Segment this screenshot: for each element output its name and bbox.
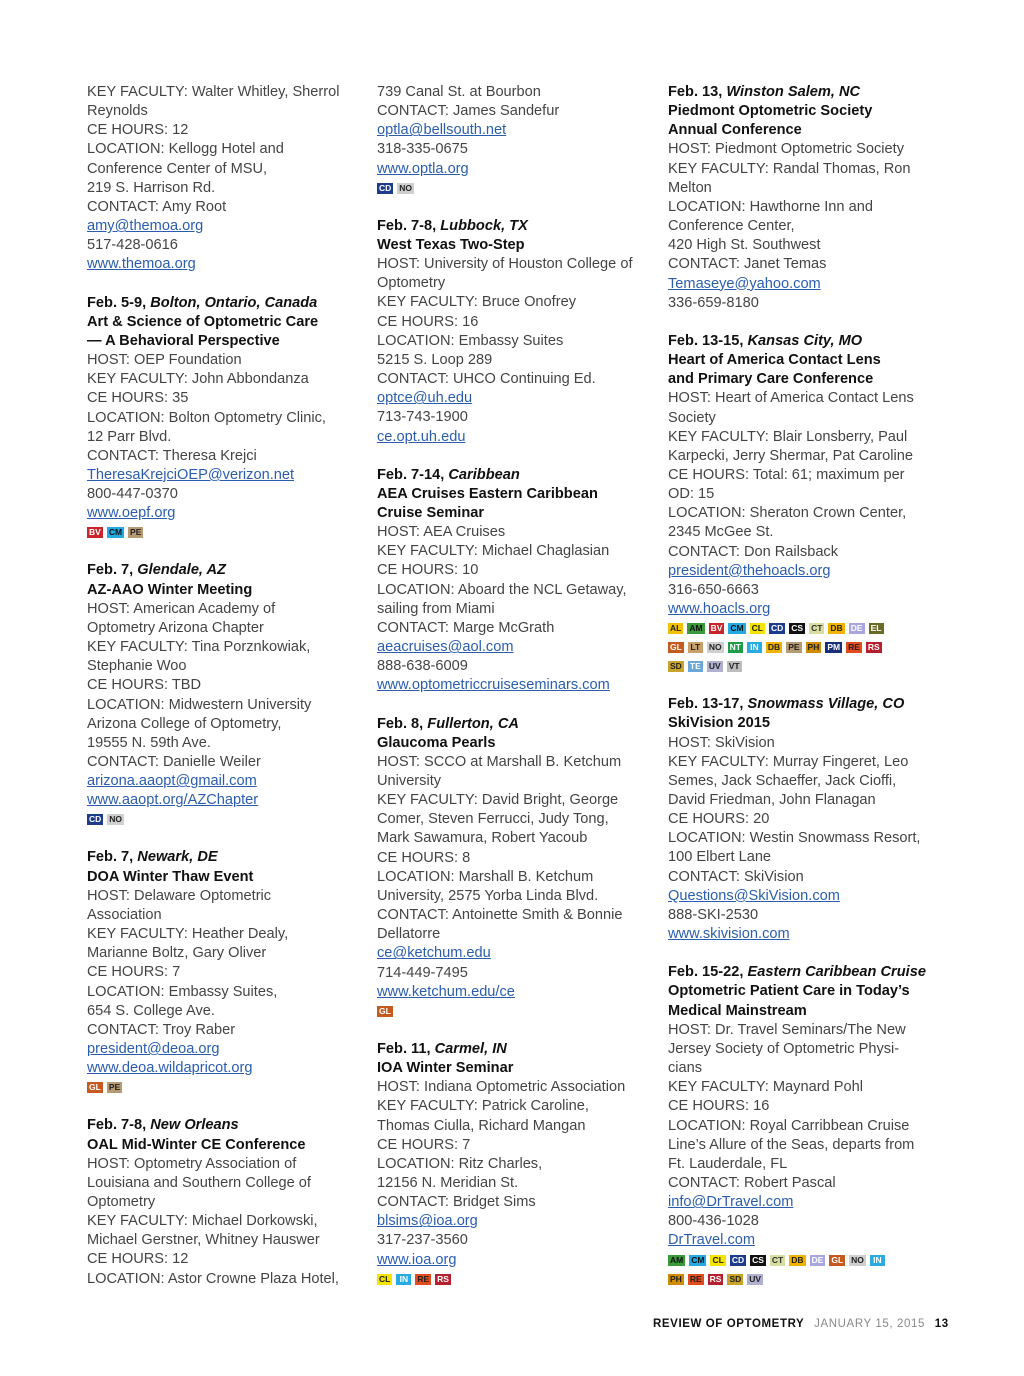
event-detail-line: Marianne Boltz, Gary Oliver bbox=[87, 945, 267, 962]
specialty-tag: CD bbox=[770, 623, 784, 634]
event-date: Feb. 7, bbox=[87, 849, 134, 866]
event-detail-line: Reynolds bbox=[87, 103, 148, 120]
specialty-tag: CM bbox=[108, 527, 123, 538]
event-detail-line: CE HOURS: 16 bbox=[668, 1098, 770, 1115]
event-detail-line: OD: 15 bbox=[668, 486, 715, 503]
specialty-tag: SD bbox=[729, 1273, 742, 1284]
specialty-tag: CD bbox=[731, 1254, 745, 1265]
event-link[interactable]: info@DrTravel.com bbox=[668, 1194, 794, 1211]
event-detail-line: LOCATION: Royal Carribbean Cruise bbox=[668, 1117, 910, 1134]
event-detail-line: HOST: Dr. Travel Seminars/The New bbox=[668, 1021, 906, 1038]
event-detail-line: Line’s Allure of the Seas, departs from bbox=[668, 1136, 915, 1153]
event-title: AEA Cruises Eastern Caribbean bbox=[377, 485, 598, 502]
event-detail-line: 5215 S. Loop 289 bbox=[377, 351, 493, 368]
event-detail-line: HOST: Optometry Association of bbox=[87, 1155, 297, 1172]
event-detail-line: Arizona College of Optometry, bbox=[87, 715, 282, 732]
event-detail-line: CONTACT: Marge McGrath bbox=[377, 619, 555, 636]
event-detail-line: HOST: Heart of America Contact Lens bbox=[668, 390, 914, 407]
event-detail-line: KEY FACULTY: Walter Whitley, Sherrol bbox=[87, 84, 340, 100]
event-detail-line: 420 High St. Southwest bbox=[668, 237, 821, 254]
specialty-tag: GL bbox=[670, 642, 682, 653]
event-listing bbox=[377, 217, 652, 447]
event-detail-line: CONTACT: Bridget Sims bbox=[377, 1194, 536, 1211]
specialty-tag: CT bbox=[771, 1254, 784, 1265]
specialty-tag: IN bbox=[870, 1255, 885, 1266]
event-detail-line: LOCATION: Aboard the NCL Getaway, bbox=[377, 581, 627, 598]
event-detail-line: CONTACT: Janet Temas bbox=[668, 256, 827, 273]
event-title: DOA Winter Thaw Event bbox=[87, 868, 254, 885]
event-detail-line: David Friedman, John Flanagan bbox=[668, 792, 876, 808]
event-title: Art & Science of Optometric Care bbox=[87, 313, 319, 330]
specialty-tag: NO bbox=[109, 814, 123, 825]
specialty-tag: SD bbox=[670, 661, 682, 672]
event-detail-line: 713-743-1900 bbox=[377, 409, 468, 426]
event-detail-line: 316-650-6663 bbox=[668, 581, 759, 598]
event-date: Feb. 13-17, bbox=[668, 696, 744, 713]
event-detail-line: CE HOURS: 7 bbox=[377, 1136, 471, 1153]
event-detail-line: CONTACT: Robert Pascal bbox=[668, 1174, 836, 1191]
column-2 bbox=[377, 83, 652, 1308]
specialty-tag: CL bbox=[751, 623, 763, 634]
event-detail-line: 2345 McGee St. bbox=[668, 524, 774, 541]
specialty-tag-row bbox=[668, 638, 940, 657]
column-1 bbox=[87, 83, 357, 1308]
event-link[interactable]: Questions@SkiVision.com bbox=[668, 887, 840, 904]
event-detail-line: KEY FACULTY: Heather Dealy, bbox=[87, 926, 289, 943]
event-detail-line: KEY FACULTY: Patrick Caroline, bbox=[377, 1098, 589, 1115]
event-listing bbox=[87, 83, 357, 275]
event-detail-line: Louisiana and Southern College of bbox=[87, 1174, 311, 1191]
specialty-tag-row bbox=[377, 1002, 652, 1021]
specialty-tag: PE bbox=[788, 642, 800, 653]
event-detail-line: University, 2575 Yorba Linda Blvd. bbox=[377, 887, 599, 904]
specialty-tag: GL bbox=[831, 1254, 844, 1265]
event-detail-line: 888-638-6009 bbox=[377, 658, 468, 675]
event-detail-line: Stephanie Woo bbox=[87, 658, 187, 675]
event-detail-line: HOST: University of Houston College of bbox=[377, 256, 633, 273]
event-detail-line: CE HOURS: 10 bbox=[377, 562, 479, 579]
event-place: Carmel, IN bbox=[434, 1040, 507, 1057]
event-date-heading bbox=[377, 715, 652, 734]
specialty-tag-row bbox=[668, 1251, 940, 1270]
event-place: New Orleans bbox=[150, 1117, 239, 1134]
event-detail-line: LOCATION: Marshall B. Ketchum bbox=[377, 868, 594, 885]
event-title: Optometric Patient Care in Today’s bbox=[668, 983, 910, 1000]
event-detail-line: LOCATION: Kellogg Hotel and bbox=[87, 141, 284, 158]
specialty-tag: CL bbox=[379, 1273, 391, 1284]
event-place: Kansas City, MO bbox=[747, 332, 863, 349]
event-detail-line: Melton bbox=[668, 179, 712, 196]
specialty-tag: VT bbox=[727, 661, 742, 672]
event-detail-line: KEY FACULTY: Bruce Onofrey bbox=[377, 294, 576, 311]
specialty-tag: UV bbox=[708, 661, 721, 672]
event-link[interactable]: www.ketchum.edu/ce bbox=[377, 983, 515, 1000]
event-link[interactable]: www.skivision.com bbox=[668, 926, 790, 943]
event-detail-line: CONTACT: Don Railsback bbox=[668, 543, 839, 560]
page-number: 13 bbox=[934, 1318, 949, 1330]
event-detail-line: LOCATION: Embassy Suites bbox=[377, 332, 564, 349]
event-link[interactable]: www.deoa.wildapricot.org bbox=[87, 1060, 253, 1077]
event-link[interactable]: www.ioa.org bbox=[377, 1251, 457, 1268]
event-detail-line: Association bbox=[87, 906, 162, 923]
event-listing bbox=[377, 466, 652, 696]
event-link[interactable]: DrTravel.com bbox=[668, 1232, 756, 1249]
specialty-tag: GL bbox=[89, 1082, 101, 1093]
event-link[interactable]: president@deoa.org bbox=[87, 1041, 220, 1058]
event-link[interactable]: TheresaKrejciOEP@verizon.net bbox=[87, 466, 295, 483]
publication-name: REVIEW OF OPTOMETRY bbox=[653, 1318, 805, 1330]
specialty-tag: PE bbox=[130, 527, 142, 538]
event-date: Feb. 7, bbox=[87, 562, 134, 579]
event-link[interactable]: Temaseye@yahoo.com bbox=[668, 275, 821, 292]
specialty-tag: PH bbox=[807, 642, 820, 653]
event-detail-line: 714-449-7495 bbox=[377, 964, 468, 981]
event-detail-line: 336-659-8180 bbox=[668, 294, 759, 311]
event-date: Feb. 5-9, bbox=[87, 294, 147, 311]
specialty-tag: NT bbox=[729, 642, 741, 653]
event-detail-line: CONTACT: Antoinette Smith & Bonnie bbox=[377, 907, 623, 924]
event-detail-line: KEY FACULTY: Michael Dorkowski, bbox=[87, 1213, 318, 1230]
issue-date: JANUARY 15, 2015 bbox=[814, 1318, 925, 1330]
event-detail-line: HOST: Indiana Optometric Association bbox=[377, 1079, 626, 1096]
event-title: Heart of America Contact Lens bbox=[668, 352, 881, 369]
event-detail-line: LOCATION: Embassy Suites, bbox=[87, 983, 278, 1000]
event-title: AZ-AAO Winter Meeting bbox=[87, 581, 253, 598]
event-title: Piedmont Optometric Society bbox=[668, 103, 873, 120]
event-title: SkiVision 2015 bbox=[668, 715, 770, 732]
event-listing bbox=[87, 294, 357, 543]
specialty-tag: DB bbox=[767, 642, 781, 653]
event-detail-line: CONTACT: Theresa Krejci bbox=[87, 447, 257, 464]
specialty-tag: AL bbox=[670, 623, 682, 634]
event-title: Annual Conference bbox=[668, 122, 802, 139]
specialty-tag: AM bbox=[670, 1254, 684, 1265]
event-detail-line: Jersey Society of Optometric Physi- bbox=[668, 1040, 900, 1057]
event-detail-line: Conference Center of MSU, bbox=[87, 160, 268, 177]
event-detail-line: CE HOURS: 35 bbox=[87, 390, 189, 407]
specialty-tag: NO bbox=[851, 1254, 864, 1265]
specialty-tag-row bbox=[377, 1270, 652, 1289]
event-listing bbox=[377, 1040, 652, 1289]
specialty-tag: RE bbox=[689, 1273, 702, 1284]
event-date-heading bbox=[87, 1116, 357, 1135]
specialty-tag: PH bbox=[670, 1273, 682, 1284]
event-link[interactable]: www.hoacls.org bbox=[668, 601, 771, 618]
event-detail-line: 517-428-0616 bbox=[87, 237, 178, 254]
specialty-tag: CD bbox=[89, 814, 102, 825]
event-detail-line: HOST: Delaware Optometric bbox=[87, 887, 272, 904]
event-detail-line: CE HOURS: Total: 61; maximum per bbox=[668, 466, 905, 483]
event-detail-line: 219 S. Harrison Rd. bbox=[87, 179, 216, 196]
specialty-tag: IN bbox=[396, 1274, 411, 1285]
specialty-tag: UV bbox=[749, 1273, 762, 1284]
event-link[interactable]: ce@ketchum.edu bbox=[377, 945, 491, 962]
event-detail-line: CE HOURS: 20 bbox=[668, 811, 770, 828]
specialty-tag: DB bbox=[791, 1254, 804, 1265]
event-link[interactable]: www.themoa.org bbox=[87, 256, 196, 273]
specialty-tag: RS bbox=[867, 642, 880, 653]
event-detail-line: KEY FACULTY: Murray Fingeret, Leo bbox=[668, 753, 909, 770]
event-detail-line: HOST: AEA Cruises bbox=[377, 524, 506, 541]
event-place: Caribbean bbox=[448, 466, 520, 483]
event-detail-line: Michael Gerstner, Whitney Hauswer bbox=[87, 1232, 320, 1249]
column-3 bbox=[668, 83, 940, 1308]
event-listing bbox=[377, 715, 652, 1021]
event-place: Newark, DE bbox=[137, 849, 218, 866]
event-detail-line: Society bbox=[668, 409, 716, 426]
specialty-tag: CM bbox=[730, 623, 744, 634]
specialty-tag: CM bbox=[691, 1254, 705, 1265]
event-detail-line: 317-237-3560 bbox=[377, 1232, 468, 1249]
event-date: Feb. 7-8, bbox=[377, 217, 437, 234]
specialty-tag-row bbox=[87, 810, 357, 829]
specialty-tag-row bbox=[668, 1270, 940, 1289]
specialty-tag: PM bbox=[827, 642, 841, 653]
specialty-tag: LT bbox=[688, 642, 703, 653]
specialty-tag: DE bbox=[850, 623, 863, 634]
event-place: Bolton, Ontario, Canada bbox=[150, 294, 318, 311]
specialty-tag: AM bbox=[689, 623, 703, 634]
specialty-tag: IN bbox=[747, 642, 762, 653]
event-link[interactable]: www.optometriccruiseseminars.com bbox=[377, 677, 610, 694]
event-detail-line: CONTACT: SkiVision bbox=[668, 868, 804, 885]
event-detail-line: CE HOURS: 7 bbox=[87, 964, 181, 981]
event-detail-line: LOCATION: Hawthorne Inn and bbox=[668, 198, 873, 215]
specialty-tag-row bbox=[87, 523, 357, 542]
page-footer bbox=[653, 1318, 949, 1330]
event-link[interactable]: www.optla.org bbox=[377, 160, 469, 177]
event-listing bbox=[668, 83, 940, 313]
event-date: Feb. 13, bbox=[668, 84, 723, 100]
specialty-tag: DE bbox=[811, 1254, 824, 1265]
event-link[interactable]: www.oepf.org bbox=[87, 505, 176, 522]
event-detail-line: CONTACT: UHCO Continuing Ed. bbox=[377, 371, 596, 388]
event-detail-line: Thomas Ciulla, Richard Mangan bbox=[377, 1117, 586, 1134]
event-link[interactable]: www.aaopt.org/AZChapter bbox=[87, 792, 259, 809]
specialty-tag-row bbox=[87, 1078, 357, 1097]
event-date-heading bbox=[377, 466, 652, 485]
specialty-tag: TE bbox=[688, 661, 703, 672]
event-detail-line: CONTACT: James Sandefur bbox=[377, 103, 560, 120]
event-detail-line: LOCATION: Sheraton Crown Center, bbox=[668, 505, 907, 522]
specialty-tag: CT bbox=[811, 623, 823, 634]
event-listing bbox=[668, 963, 940, 1288]
event-detail-line: CONTACT: Danielle Weiler bbox=[87, 754, 261, 770]
event-detail-line: HOST: Piedmont Optometric Society bbox=[668, 141, 905, 158]
event-listing bbox=[668, 332, 940, 676]
event-detail-line: 888-SKI-2530 bbox=[668, 906, 759, 923]
event-detail-line: CE HOURS: 12 bbox=[87, 1251, 189, 1268]
specialty-tag: CS bbox=[791, 623, 804, 634]
event-place: Eastern Caribbean Cruise bbox=[747, 964, 926, 981]
event-detail-line: LOCATION: Midwestern University bbox=[87, 696, 312, 713]
event-detail-line: Optometry bbox=[87, 1193, 156, 1210]
event-detail-line: Karpecki, Jerry Shermar, Pat Caroline bbox=[668, 447, 913, 464]
specialty-tag: CL bbox=[712, 1254, 724, 1265]
event-title: IOA Winter Seminar bbox=[377, 1060, 514, 1077]
specialty-tag: RS bbox=[709, 1273, 722, 1284]
event-date-heading bbox=[87, 848, 357, 867]
event-title: West Texas Two-Step bbox=[377, 236, 525, 253]
event-date-heading bbox=[668, 83, 940, 102]
event-detail-line: 800-447-0370 bbox=[87, 486, 178, 503]
event-date-heading bbox=[87, 561, 357, 580]
event-date-heading bbox=[377, 217, 652, 236]
event-detail-line: KEY FACULTY: Michael Chaglasian bbox=[377, 543, 610, 560]
specialty-tag: CD bbox=[379, 182, 392, 193]
event-detail-line: CE HOURS: 16 bbox=[377, 313, 479, 330]
event-detail-line: Comer, Steven Ferrucci, Judy Tong, bbox=[377, 811, 609, 828]
event-detail-line: KEY FACULTY: Tina Porznkowiak, bbox=[87, 639, 311, 656]
event-date-heading bbox=[668, 332, 940, 351]
event-title: Glaucoma Pearls bbox=[377, 734, 496, 751]
event-place: Snowmass Village, CO bbox=[747, 696, 905, 713]
specialty-tag: NO bbox=[399, 182, 413, 193]
event-date: Feb. 15-22, bbox=[668, 964, 744, 981]
event-detail-line: CONTACT: Troy Raber bbox=[87, 1021, 236, 1038]
specialty-tag: RE bbox=[848, 642, 860, 653]
event-date-heading bbox=[668, 963, 940, 982]
specialty-tag: RS bbox=[437, 1273, 449, 1284]
event-link[interactable]: amy@themoa.org bbox=[87, 218, 204, 235]
event-detail-line: CE HOURS: 8 bbox=[377, 849, 471, 866]
event-date: Feb. 7-8, bbox=[87, 1117, 147, 1134]
event-place: Fullerton, CA bbox=[427, 715, 519, 732]
specialty-tag: GL bbox=[379, 1005, 391, 1016]
event-detail-line: KEY FACULTY: Maynard Pohl bbox=[668, 1079, 863, 1096]
event-detail-line: CE HOURS: TBD bbox=[87, 677, 202, 694]
event-detail-line: LOCATION: Westin Snowmass Resort, bbox=[668, 830, 921, 847]
event-detail-line: KEY FACULTY: Blair Lonsberry, Paul bbox=[668, 428, 908, 445]
event-detail-line: 654 S. College Ave. bbox=[87, 1002, 215, 1019]
event-listing bbox=[668, 695, 940, 944]
specialty-tag: RE bbox=[417, 1273, 430, 1284]
event-date-heading bbox=[87, 294, 357, 313]
event-link[interactable]: optla@bellsouth.net bbox=[377, 122, 507, 139]
event-detail-line: 19555 N. 59th Ave. bbox=[87, 734, 211, 751]
event-link[interactable]: blsims@ioa.org bbox=[377, 1213, 478, 1230]
event-detail-line: HOST: American Academy of bbox=[87, 600, 276, 617]
event-link[interactable]: ce.opt.uh.edu bbox=[377, 428, 466, 445]
specialty-tag-row bbox=[668, 619, 940, 638]
event-detail-line: Optometry Arizona Chapter bbox=[87, 619, 264, 636]
event-date: Feb. 8, bbox=[377, 715, 424, 732]
event-detail-line: Semes, Jack Schaeffer, Jack Cioffi, bbox=[668, 772, 897, 789]
event-link[interactable]: arizona.aaopt@gmail.com bbox=[87, 773, 257, 790]
event-listing bbox=[377, 83, 652, 198]
event-detail-line: 318-335-0675 bbox=[377, 141, 468, 158]
event-title: OAL Mid-Winter CE Conference bbox=[87, 1136, 306, 1153]
specialty-tag: NO bbox=[708, 642, 722, 653]
specialty-tag-row bbox=[377, 179, 652, 198]
event-detail-line: HOST: OEP Foundation bbox=[87, 352, 242, 369]
event-title: and Primary Care Conference bbox=[668, 371, 874, 388]
event-detail-line: LOCATION: Astor Crowne Plaza Hotel, bbox=[87, 1270, 339, 1287]
specialty-tag: CS bbox=[752, 1254, 764, 1265]
event-detail-line: 12156 N. Meridian St. bbox=[377, 1174, 519, 1191]
event-date-heading bbox=[377, 1040, 652, 1059]
event-title: Cruise Seminar bbox=[377, 504, 485, 521]
event-detail-line: Ft. Lauderdale, FL bbox=[668, 1155, 788, 1172]
event-title: — A Behavioral Perspective bbox=[87, 332, 280, 349]
event-detail-line: 800-436-1028 bbox=[668, 1213, 759, 1230]
event-listing bbox=[87, 561, 357, 829]
event-detail-line: 100 Elbert Lane bbox=[668, 849, 772, 866]
specialty-tag-row bbox=[668, 657, 940, 676]
event-link[interactable]: aeacruises@aol.com bbox=[377, 639, 514, 656]
event-detail-line: sailing from Miami bbox=[377, 600, 495, 617]
event-listing bbox=[87, 1116, 357, 1288]
event-detail-line: Conference Center, bbox=[668, 218, 795, 235]
event-place: Winston Salem, NC bbox=[726, 84, 861, 100]
event-place: Lubbock, TX bbox=[440, 217, 528, 234]
event-detail-line: Dellatorre bbox=[377, 926, 441, 943]
event-detail-line: HOST: SCCO at Marshall B. Ketchum bbox=[377, 753, 622, 770]
event-date: Feb. 7-14, bbox=[377, 466, 445, 483]
event-link[interactable]: optce@uh.edu bbox=[377, 390, 473, 407]
specialty-tag: EL bbox=[869, 623, 884, 634]
event-detail-line: LOCATION: Ritz Charles, bbox=[377, 1155, 543, 1172]
event-detail-line: CONTACT: Amy Root bbox=[87, 198, 227, 215]
event-link[interactable]: president@thehoacls.org bbox=[668, 562, 831, 579]
event-detail-line: cians bbox=[668, 1060, 703, 1077]
event-detail-line: KEY FACULTY: John Abbondanza bbox=[87, 371, 309, 388]
event-listing bbox=[87, 848, 357, 1097]
specialty-tag: BV bbox=[89, 527, 101, 538]
event-detail-line: 739 Canal St. at Bourbon bbox=[377, 84, 541, 100]
event-detail-line: LOCATION: Bolton Optometry Clinic, bbox=[87, 409, 326, 426]
event-detail-line: 12 Parr Blvd. bbox=[87, 428, 172, 445]
specialty-tag: DB bbox=[830, 623, 843, 634]
event-detail-line: University bbox=[377, 773, 442, 789]
event-detail-line: HOST: SkiVision bbox=[668, 734, 775, 751]
event-title: Medical Mainstream bbox=[668, 1002, 807, 1019]
event-detail-line: KEY FACULTY: Randal Thomas, Ron bbox=[668, 160, 911, 177]
event-detail-line: Mark Sawamura, Robert Yacoub bbox=[377, 830, 588, 847]
event-date: Feb. 11, bbox=[377, 1040, 431, 1057]
event-date: Feb. 13-15, bbox=[668, 332, 744, 349]
specialty-tag: BV bbox=[710, 623, 723, 634]
event-detail-line: KEY FACULTY: David Bright, George bbox=[377, 792, 619, 809]
event-detail-line: CE HOURS: 12 bbox=[87, 122, 189, 139]
specialty-tag: PE bbox=[108, 1082, 121, 1093]
event-detail-line: Optometry bbox=[377, 275, 446, 292]
event-date-heading bbox=[668, 695, 940, 714]
event-place: Glendale, AZ bbox=[137, 562, 226, 579]
